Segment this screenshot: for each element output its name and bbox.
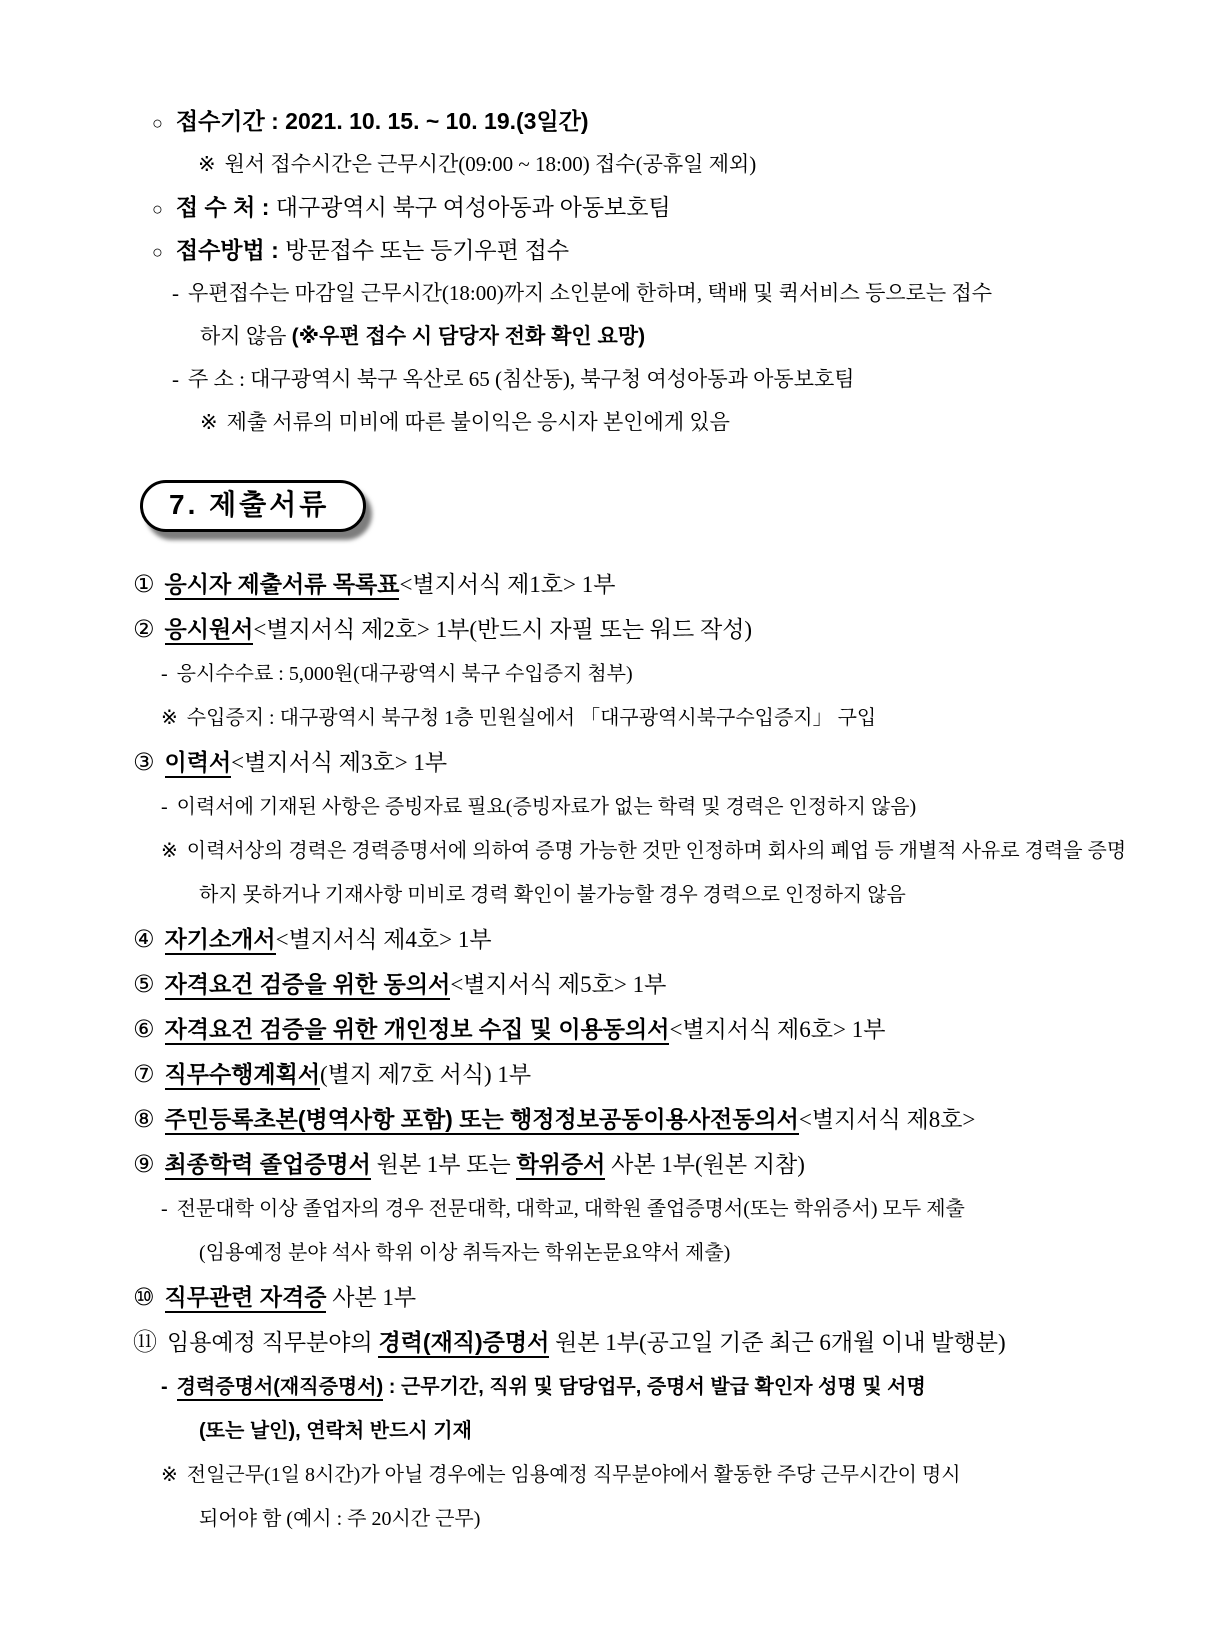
document-item-11-sub-2	[133, 1453, 1184, 1497]
document-item-9-sub-1-continuation	[133, 1231, 1184, 1275]
item-rest-text: (별지 제7호 서식) 1부	[320, 1062, 532, 1087]
document-item-1	[133, 562, 1184, 607]
application-notice-section	[0, 0, 1214, 444]
document-item-11	[133, 1320, 1184, 1365]
section-7-header	[140, 480, 1214, 532]
item-number-icon: ⑨	[133, 1150, 155, 1178]
document-item-3-sub-2-continuation	[133, 873, 1184, 917]
sub-cont-text: 하지 못하거나 기재사항 미비로 경력 확인이 불가능할 경우 경력으로 인정하지 않음	[199, 884, 906, 906]
item-title: 직무관련 자격증	[165, 1284, 327, 1313]
item-rest-text: 사본 1부(원본 지참)	[605, 1152, 805, 1177]
item-title: 자격요건 검증을 위한 개인정보 수집 및 이용동의서	[165, 1016, 670, 1045]
item-number-icon: ⑪	[133, 1328, 157, 1356]
item-number-icon: ⑧	[133, 1105, 155, 1133]
item-rest-text: <별지서식 제4호> 1부	[275, 927, 492, 952]
document-item-6	[133, 1007, 1184, 1052]
circle-bullet-icon: ○	[152, 113, 163, 133]
item-rest-text: 사본 1부	[326, 1285, 417, 1310]
sub-text: 전일근무(1일 8시간)가 아닐 경우에는 임용예정 직무분야에서 활동한 주당 근무시간이 명시	[186, 1464, 961, 1486]
item-title: 최종학력 졸업증명서	[165, 1151, 371, 1180]
item-title: 응시원서	[165, 616, 254, 645]
reference-mark-icon: ※	[200, 410, 218, 434]
submission-documents-list	[0, 532, 1214, 1541]
item-title: 응시자 제출서류 목록표	[165, 571, 400, 600]
item-title: 주민등록초본(병역사항 포함) 또는 행정정보공동이용사전동의서	[165, 1106, 799, 1135]
item-title: 이력서	[165, 749, 232, 778]
mail-submission-line	[152, 272, 1174, 315]
submission-method-line	[152, 229, 1174, 272]
document-item-11-sub-1-continuation	[133, 1409, 1184, 1453]
document-item-3	[133, 740, 1184, 785]
address-line	[152, 358, 1174, 401]
mail-submission-text: 우편접수는 마감일 근무시간(18:00)까지 소인분에 한하며, 택배 및 퀵서비스 등으로는 접수	[188, 281, 993, 305]
document-item-7	[133, 1052, 1184, 1097]
document-item-2-sub-2	[133, 696, 1184, 740]
document-item-3-sub-2	[133, 829, 1184, 873]
sub-text: 전문대학 이상 졸업자의 경우 전문대학, 대학교, 대학원 졸업증명서(또는 학위증서) 모두 제출	[176, 1198, 965, 1220]
document-item-11-sub-1	[133, 1365, 1184, 1409]
sub-text: 수입증지 : 대구광역시 북구청 1층 민원실에서 「대구광역시북구수입증지」 구입	[186, 707, 877, 729]
document-item-2	[133, 607, 1184, 652]
sub-text: 이력서에 기재된 사항은 증빙자료 필요(증빙자료가 없는 학력 및 경력은 인정하지 않음)	[176, 796, 917, 818]
item-number-icon: ⑦	[133, 1060, 155, 1088]
application-period-note-text: 원서 접수시간은 근무시간(09:00 ~ 18:00) 접수(공휴일 제외)	[224, 152, 757, 176]
item-title: 경력(재직)증명서	[378, 1329, 549, 1358]
item-title: 자격요건 검증을 위한 동의서	[165, 971, 451, 1000]
item-number-icon: ⑤	[133, 970, 155, 998]
item-rest-text: <별지서식 제1호> 1부	[399, 572, 616, 597]
dash-bullet-icon: -	[161, 663, 168, 685]
sub-text: 이력서상의 경력은 경력증명서에 의하여 증명 가능한 것만 인정하며 회사의 폐업 등 개별적 사유로 경력을 증명	[186, 840, 1127, 862]
item-rest-text: <별지서식 제6호> 1부	[669, 1017, 886, 1042]
item-number-icon: ②	[133, 615, 155, 643]
dash-bullet-icon: -	[172, 367, 179, 391]
address-text: 주 소 : 대구광역시 북구 옥산로 65 (침산동), 북구청 여성아동과 아동보호팀	[188, 367, 855, 391]
circle-bullet-icon: ○	[152, 242, 163, 262]
application-period-text: 접수기간 : 2021. 10. 15. ~ 10. 19.(3일간)	[175, 108, 589, 134]
reference-mark-icon: ※	[161, 1464, 178, 1486]
application-period-line	[152, 100, 1174, 143]
dash-bullet-icon: -	[161, 1198, 168, 1220]
document-item-3-sub-1	[133, 785, 1184, 829]
item-number-icon: ①	[133, 570, 155, 598]
mail-submission-continuation	[152, 315, 1174, 358]
mail-submission-cont-text: 하지 않음	[200, 324, 292, 348]
document-item-10	[133, 1275, 1184, 1320]
item-pre-text: 임용예정 직무분야의	[167, 1330, 379, 1355]
sub-cont-text: 되어야 함 (예시 : 주 20시간 근무)	[199, 1508, 481, 1530]
reference-mark-icon: ※	[161, 707, 178, 729]
item-rest-text: <별지서식 제2호> 1부(반드시 자필 또는 워드 작성)	[253, 617, 753, 642]
item-mid-text: 원본 1부 또는	[370, 1152, 517, 1177]
application-period-note	[152, 143, 1174, 186]
dash-bullet-icon: -	[161, 1376, 168, 1398]
item-title: 직무수행계획서	[165, 1061, 321, 1090]
sub-bold-title: 경력증명서(재직증명서)	[177, 1376, 384, 1401]
submission-place-text: 대구광역시 북구 여성아동과 아동보호팀	[275, 195, 671, 220]
item-number-icon: ⑥	[133, 1015, 155, 1043]
item-number-icon: ⑩	[133, 1283, 155, 1311]
document-item-9-sub-1	[133, 1187, 1184, 1231]
submission-method-text: 방문접수 또는 등기우편 접수	[285, 238, 570, 263]
document-item-4	[133, 917, 1184, 962]
document-item-9	[133, 1142, 1184, 1187]
document-item-11-sub-2-continuation	[133, 1497, 1184, 1541]
document-item-5	[133, 962, 1184, 1007]
item-number-icon: ③	[133, 748, 155, 776]
caution-line	[152, 401, 1174, 444]
item-number-icon: ④	[133, 925, 155, 953]
item-rest-text: <별지서식 제5호> 1부	[450, 972, 667, 997]
dash-bullet-icon: -	[161, 796, 168, 818]
sub-bold-cont-text: (또는 날인), 연락처 반드시 기재	[199, 1420, 472, 1442]
section-7-title: 7. 제출서류	[169, 489, 330, 520]
item-rest-text: <별지서식 제8호>	[798, 1107, 976, 1132]
document-item-8	[133, 1097, 1184, 1142]
document-item-2-sub-1	[133, 652, 1184, 696]
item-title-2: 학위증서	[516, 1151, 605, 1180]
sub-text: 응시수수료 : 5,000원(대구광역시 북구 수입증지 첨부)	[176, 663, 633, 685]
mail-submission-warning-bold: (※우편 접수 시 담당자 전화 확인 요망)	[291, 325, 646, 348]
circle-bullet-icon: ○	[152, 199, 163, 219]
item-title: 자기소개서	[165, 926, 276, 955]
sub-bold-text: : 근무기간, 직위 및 담당업무, 증명서 발급 확인자 성명 및 서명	[383, 1376, 926, 1398]
submission-method-label: 접수방법 :	[175, 237, 286, 263]
item-rest-text: <별지서식 제3호> 1부	[231, 750, 448, 775]
submission-place-label: 접 수 처 :	[175, 194, 276, 220]
item-rest-text: 원본 1부(공고일 기준 최근 6개월 이내 발행분)	[549, 1330, 1006, 1355]
dash-bullet-icon: -	[172, 281, 179, 305]
reference-mark-icon: ※	[161, 840, 178, 862]
submission-place-line	[152, 186, 1174, 229]
caution-text: 제출 서류의 미비에 따른 불이익은 응시자 본인에게 있음	[226, 410, 730, 434]
sub-cont-text: (임용예정 분야 석사 학위 이상 취득자는 학위논문요약서 제출)	[199, 1242, 731, 1264]
reference-mark-icon: ※	[198, 152, 216, 176]
section-7-title-box	[140, 480, 366, 532]
